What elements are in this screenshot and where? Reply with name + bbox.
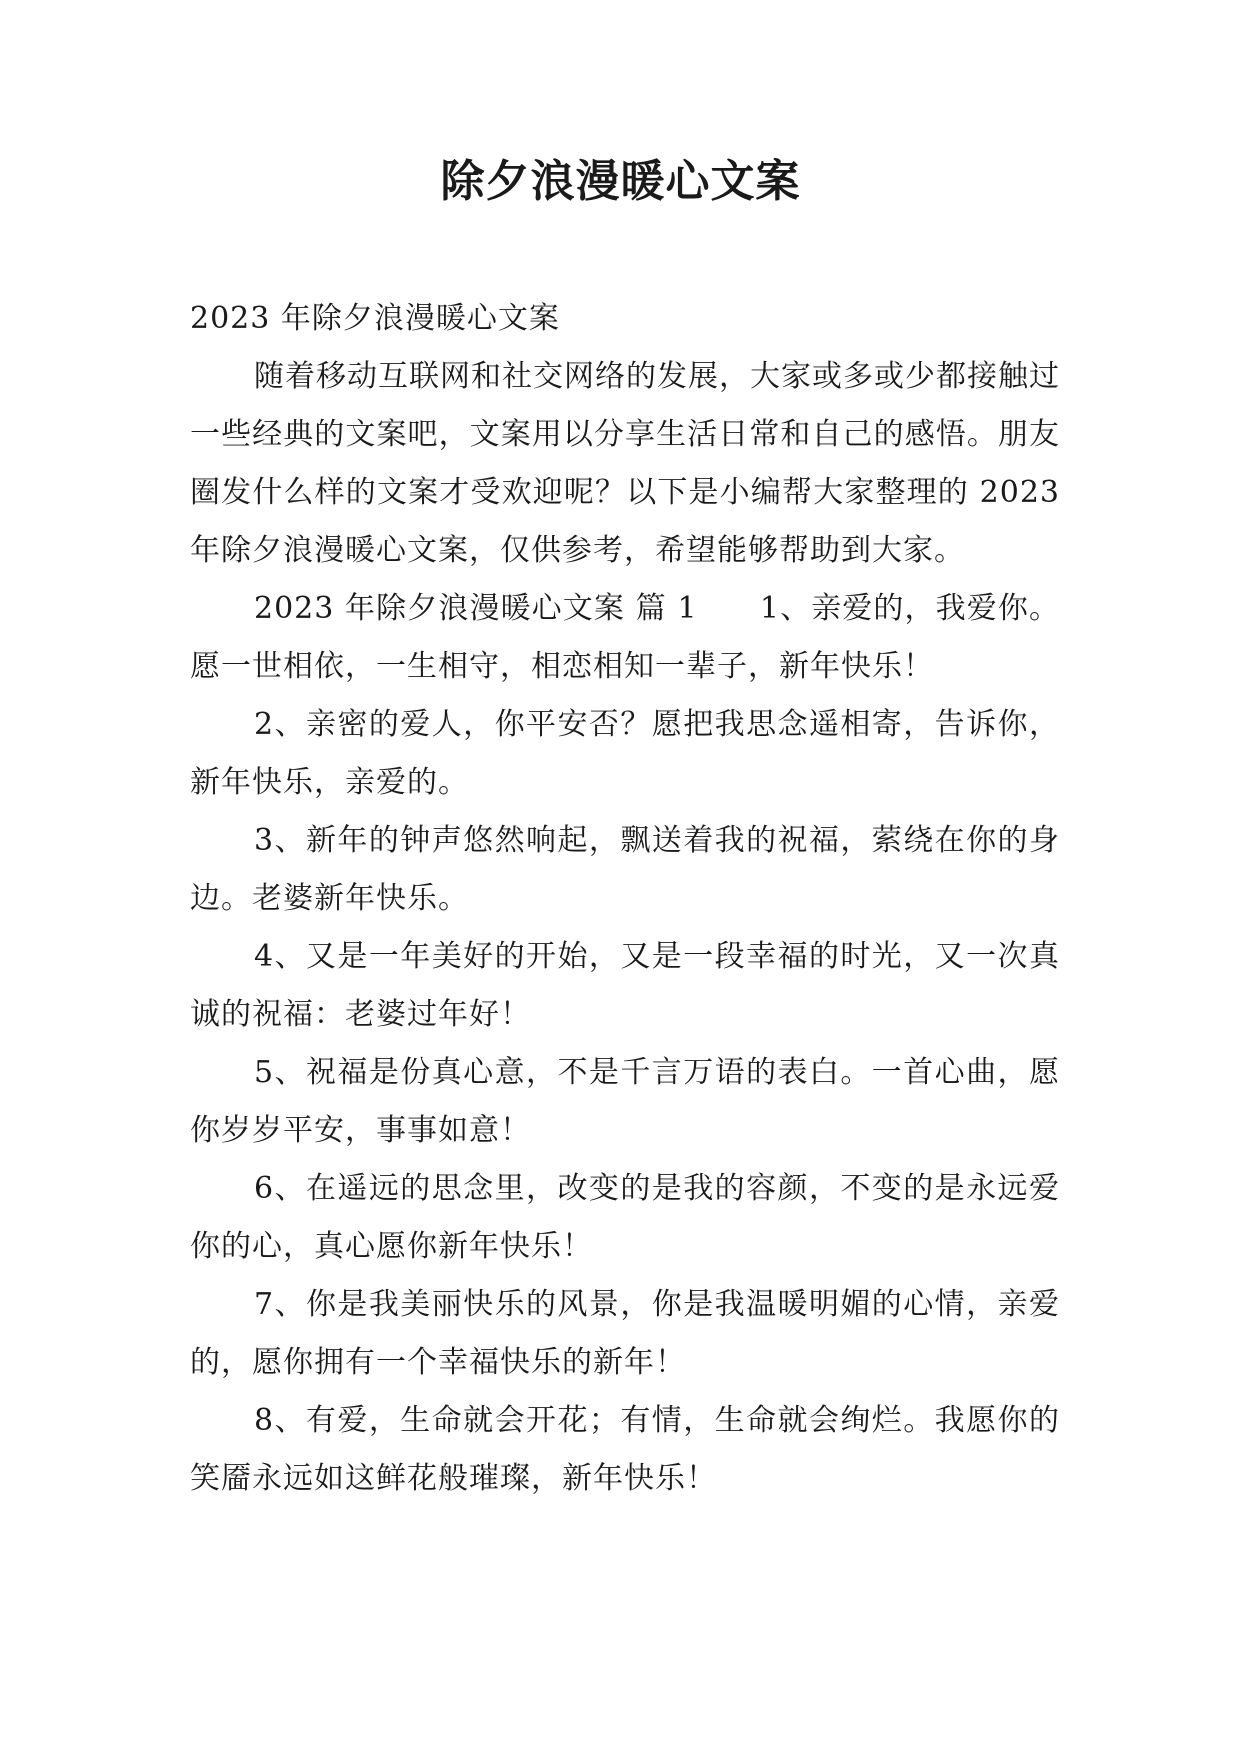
document-body bbox=[190, 290, 1060, 1508]
document-subtitle: 2023 年除夕浪漫暖心文案 bbox=[190, 301, 560, 336]
list-item: 3、新年的钟声悠然响起，飘送着我的祝福，萦绕在你的身边。老婆新年快乐。 bbox=[190, 823, 1060, 916]
list-item: 2、亲密的爱人，你平安否？愿把我思念遥相寄，告诉你，新年快乐，亲爱的。 bbox=[190, 707, 1060, 800]
list-item: 7、你是我美丽快乐的风景，你是我温暖明媚的心情，亲爱的，愿你拥有一个幸福快乐的新年！ bbox=[190, 1287, 1060, 1380]
list-item: 6、在遥远的思念里，改变的是我的容颜，不变的是永远爱你的心，真心愿你新年快乐！ bbox=[190, 1171, 1060, 1264]
intro-paragraph: 随着移动互联网和社交网络的发展，大家或多或少都接触过一些经典的文案吧，文案用以分享生活日常和自己的感悟。朋友圈发什么样的文案才受欢迎呢？以下是小编帮大家整理的 2023 年除夕浪漫暖心文案，仅供参考，希望能够帮助到大家。 bbox=[190, 359, 1060, 568]
list-item: 8、有爱，生命就会开花；有情，生命就会绚烂。我愿你的笑靥永远如这鲜花般璀璨，新年快乐！ bbox=[190, 1403, 1060, 1496]
list-item: 4、又是一年美好的开始，又是一段幸福的时光，又一次真诚的祝福：老婆过年好！ bbox=[190, 939, 1060, 1032]
document-title: 除夕浪漫暖心文案 bbox=[440, 156, 801, 207]
section-heading-paragraph: 2023 年除夕浪漫暖心文案 篇 1 1、亲爱的，我爱你。愿一世相依，一生相守，相恋相知一辈子，新年快乐！ bbox=[190, 591, 1060, 684]
list-item: 5、祝福是份真心意，不是千言万语的表白。一首心曲，愿你岁岁平安，事事如意！ bbox=[190, 1055, 1060, 1148]
